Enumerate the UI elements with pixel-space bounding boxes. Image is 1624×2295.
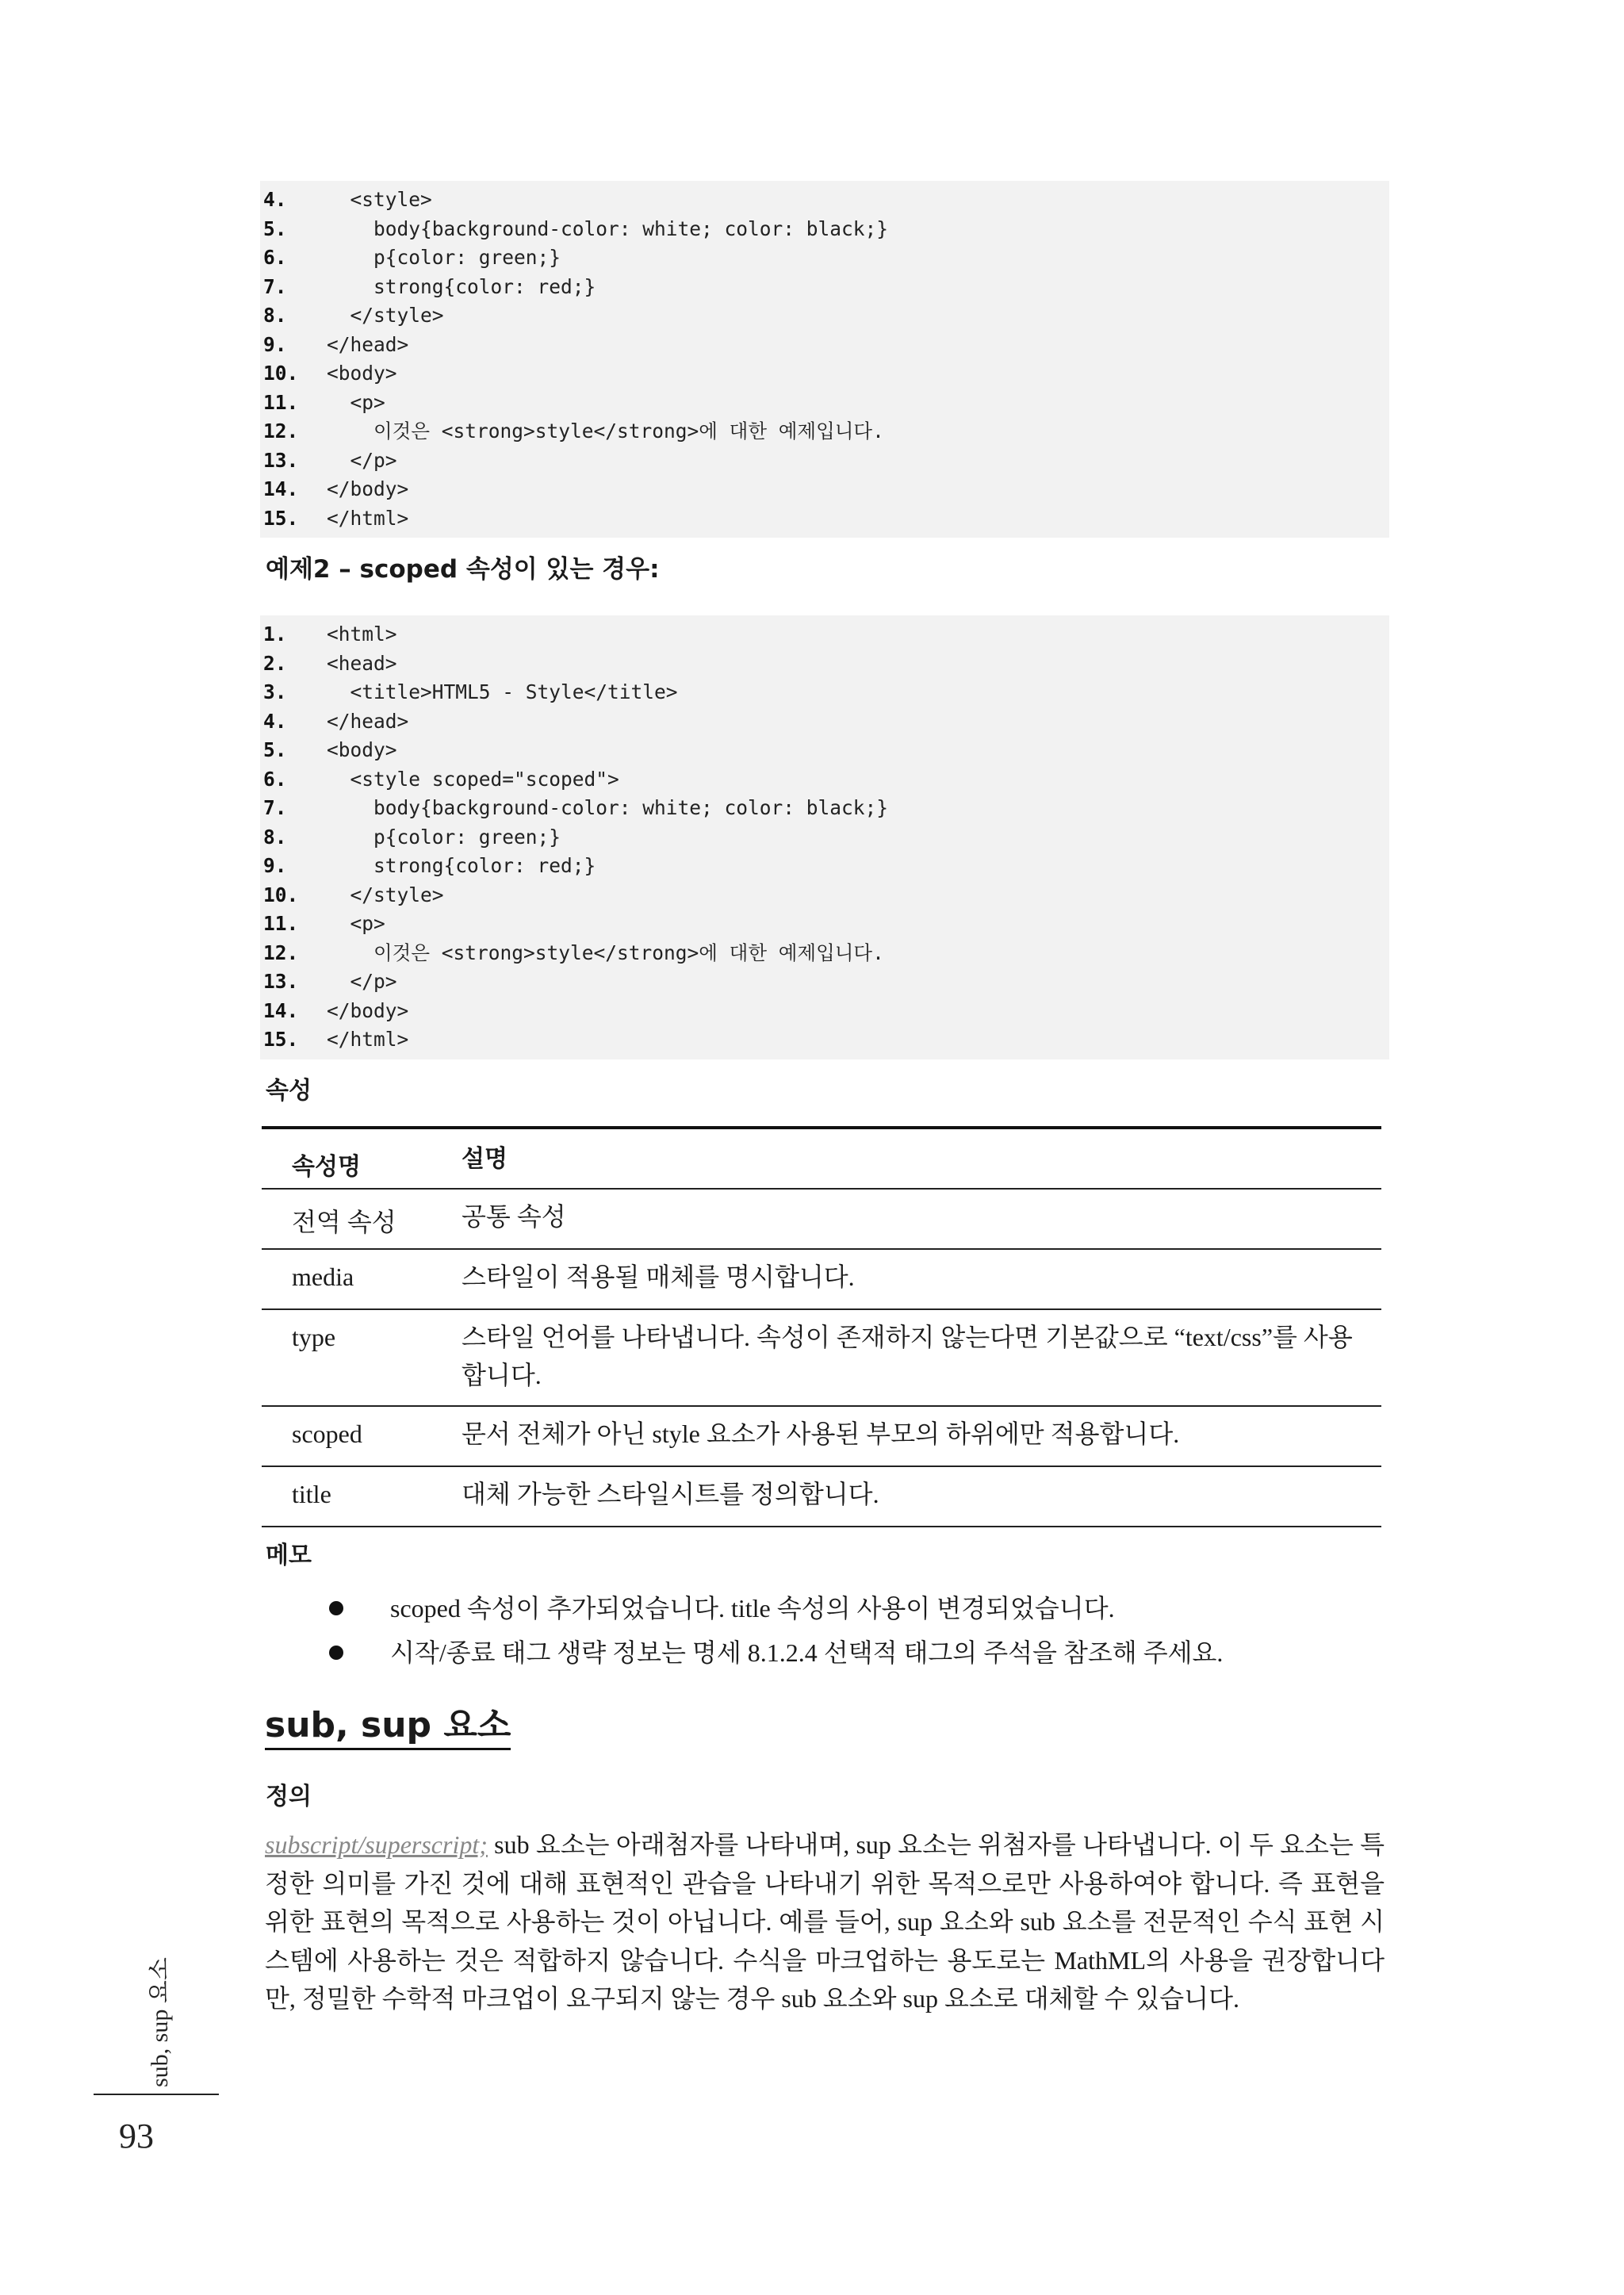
line-number: 2. [263,651,287,675]
line-number: 9. [263,854,287,877]
attr-desc: 스타일이 적용될 매체를 명시합니다. [462,1262,855,1291]
line-number: 12. [263,941,299,964]
code-text: <html> [327,623,397,646]
memo-text: scoped 속성이 추가되었습니다. title 속성의 사용이 변경되었습니다. [390,1594,1115,1623]
attr-desc: 대체 가능한 스타일시트를 정의합니다. [462,1480,879,1508]
memo-heading: 메모 [266,1542,312,1569]
code-text: </head> [327,709,409,733]
code-text: p{color: green;} [327,246,561,269]
attr-name: type [292,1323,336,1351]
code-line [260,649,1389,679]
code-line [260,939,1389,968]
code-line [260,186,1389,215]
attr-name: title [292,1480,331,1508]
line-number: 5. [263,216,287,240]
side-divider [94,2094,219,2095]
code-line [260,301,1389,331]
code-line [260,910,1389,939]
code-line [260,389,1389,418]
code-line [260,736,1389,765]
definition-text: sub 요소는 아래첨자를 나타내며, sup 요소는 위첨자를 나타냅니다. 이 두 요소는 특정한 의미를 가진 것에 대해 표현적인 관습을 나타내기 위한 목적으로만 사용하여야 합니다. 즉 표현을 위한 표현의 목적으로 사용하는 것이 아닙니다. 예를 들어, sup 요소와 sub 요소를 전문적인 수식 표현 시스템에 사용하는 것은 적합하지 않습니다. 수식을 마크업하는 용도로는 MathML의 사용을 권장합니다만, 정밀한 수학적 마크업이 요구되지 않는 경우 sub 요소와 sup 요소로 대체할 수 있습니다. [265,1830,1385,2013]
line-number: 10. [263,362,299,385]
code-text: <body> [327,738,397,761]
code-text: </html> [327,1028,409,1051]
code-text: 이것은 <strong>style</strong>에 대한 예제입니다. [327,941,884,964]
code-block-1 [260,181,1389,538]
line-number: 1. [263,623,287,646]
code-line [260,997,1389,1026]
code-text: </style> [327,883,444,906]
code-text: </html> [327,506,409,530]
code-line [260,504,1389,534]
code-text: </head> [327,332,409,356]
attr-name: media [292,1262,354,1291]
line-number: 14. [263,998,299,1022]
line-number: 7. [263,274,287,298]
line-number: 13. [263,448,299,472]
code-line [260,215,1389,244]
attr-desc: 문서 전체가 아닌 style 요소가 사용된 부모의 하위에만 적용합니다. [462,1420,1180,1448]
code-line [260,1025,1389,1055]
code-text: </p> [327,970,397,993]
line-number: 7. [263,796,287,819]
line-number: 12. [263,420,299,443]
attributes-heading: 속성 [266,1077,312,1105]
line-number: 4. [263,709,287,733]
attr-name: 전역 속성 [292,1208,396,1236]
bullet-icon [329,1601,343,1615]
code-line [260,331,1389,360]
line-number: 10. [263,883,299,906]
code-text: </style> [327,304,444,327]
attr-desc: 스타일 언어를 나타냅니다. 속성이 존재하지 않는다면 기본값으로 “text/css”를 사용합니다. [462,1323,1353,1389]
code-line [260,446,1389,476]
code-text: p{color: green;} [327,825,561,849]
line-number: 8. [263,304,287,327]
code-line [260,475,1389,504]
section-title: sub, sup 요소 [265,1703,511,1750]
code-text: strong{color: red;} [327,274,596,298]
code-text: </body> [327,477,409,500]
definition-heading: 정의 [266,1783,312,1810]
table-row [262,1407,1381,1467]
code-text: </body> [327,998,409,1022]
line-number: 11. [263,912,299,935]
code-block-2 [260,615,1389,1059]
definition-paragraph [265,1826,1385,2018]
code-text: <style> [327,188,432,211]
line-number: 13. [263,970,299,993]
code-line [260,794,1389,823]
code-text: 이것은 <strong>style</strong>에 대한 예제입니다. [327,420,884,443]
code-line [260,620,1389,649]
code-text: <p> [327,390,385,414]
code-line [260,359,1389,389]
line-number: 14. [263,477,299,500]
line-number: 15. [263,506,299,530]
code-text: strong{color: red;} [327,854,596,877]
table-row [262,1250,1381,1310]
bullet-icon [329,1646,343,1660]
code-text: <body> [327,362,397,385]
memo-text: 시작/종료 태그 생략 정보는 명세 8.1.2.4 선택적 태그의 주석을 참조해 주세요. [390,1638,1224,1667]
code-line [260,707,1389,737]
code-text: body{background-color: white; color: black;} [327,796,889,819]
line-number: 15. [263,1028,299,1051]
code-line [260,823,1389,852]
line-number: 6. [263,767,287,791]
code-line [260,678,1389,707]
table-row [262,1467,1381,1527]
line-number: 11. [263,390,299,414]
code-text: body{background-color: white; color: black;} [327,216,889,240]
code-line [260,273,1389,302]
attributes-table [262,1126,1381,1527]
page-number: 93 [119,2117,154,2155]
line-number: 5. [263,738,287,761]
code-text: <title>HTML5 - Style</title> [327,680,678,703]
code-text: <style scoped="scoped"> [327,767,619,791]
code-line [260,765,1389,795]
definition-link[interactable]: subscript/superscript; [265,1830,488,1859]
line-number: 6. [263,246,287,269]
code-line [260,881,1389,910]
example2-label: 예제2 – scoped 속성이 있는 경우: [266,555,660,584]
line-number: 3. [263,680,287,703]
code-text: </p> [327,448,397,472]
header-desc: 설명 [462,1145,508,1173]
side-chapter-label: sub, sup 요소 [147,1957,173,2087]
attr-name: scoped [292,1420,362,1448]
line-number: 9. [263,332,287,356]
table-row [262,1310,1381,1407]
code-line [260,243,1389,273]
attr-desc: 공통 속성 [462,1202,566,1231]
code-text: <p> [327,912,385,935]
code-line [260,852,1389,881]
header-name: 속성명 [292,1153,361,1181]
code-line [260,417,1389,446]
table-header-row [262,1129,1381,1190]
table-row [262,1190,1381,1250]
code-line [260,967,1389,997]
code-text: <head> [327,651,397,675]
line-number: 4. [263,188,287,211]
line-number: 8. [263,825,287,849]
